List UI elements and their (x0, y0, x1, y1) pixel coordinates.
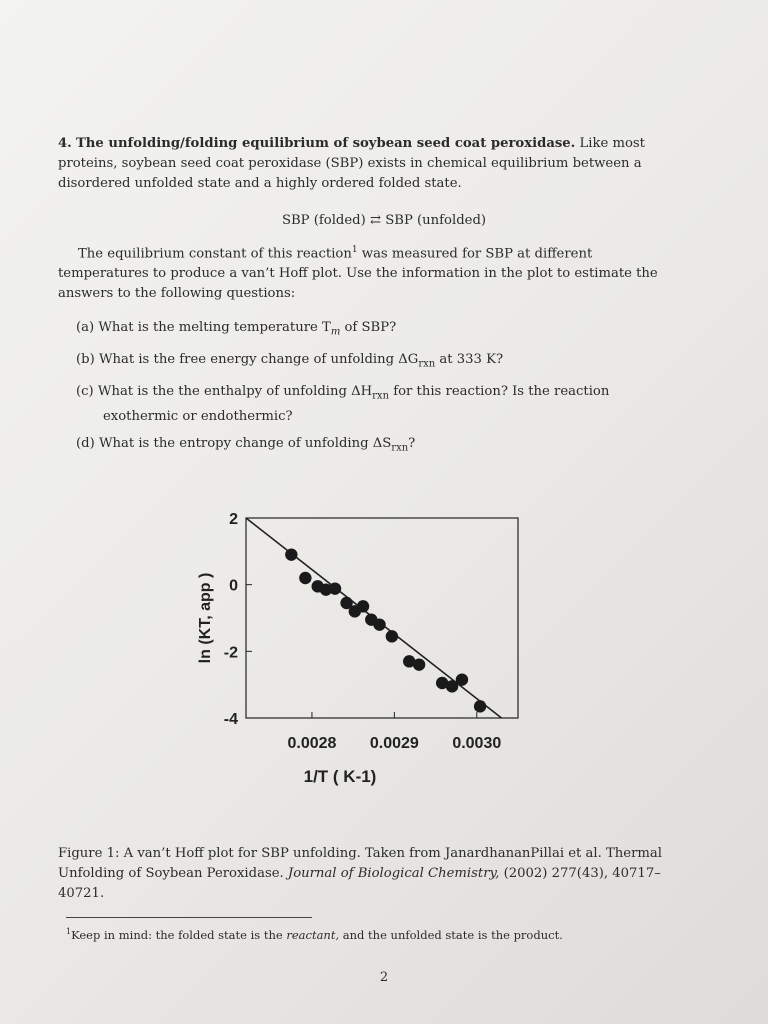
y-tick-label: 2 (229, 511, 238, 528)
data-point (413, 658, 425, 670)
part-sub: rxn (391, 442, 409, 454)
y-tick-label: -2 (223, 644, 238, 662)
question-intro (58, 134, 686, 194)
part-b (76, 350, 686, 375)
part-d (76, 434, 686, 459)
part-c (76, 382, 686, 427)
part-text: What is the the enthalpy of unfolding ΔH (97, 384, 373, 399)
footnote-reactant: reactant, (286, 927, 340, 942)
x-axis-label: 1/T ( K-1) (303, 767, 377, 786)
data-point (357, 600, 369, 612)
x-tick-label: 0.0028 (287, 735, 337, 752)
part-sub: rxn (372, 390, 390, 402)
data-point (299, 572, 311, 584)
x-tick-label: 0.0030 (452, 735, 502, 752)
data-point (373, 618, 385, 630)
part-label: (b) (76, 352, 95, 367)
footnote-mark: 1 (66, 927, 72, 936)
data-point (456, 673, 468, 685)
part-label: (c) (76, 384, 94, 399)
footnote-after: and the unfolded state is the product. (339, 927, 563, 942)
body-after: was measured for SBP at different temperatures to produce a van’t Hoff plot. Use the information in the plot to estimate the answers to the following questions: (58, 246, 658, 302)
question-number: 4. (58, 136, 72, 151)
part-sub: m (330, 326, 341, 338)
y-axis-label: ln (KT, app ) (197, 572, 214, 664)
figure-caption (58, 844, 686, 904)
vant-hoff-plot (180, 500, 520, 820)
plot-frame (246, 518, 518, 718)
page-number: 2 (379, 970, 389, 985)
part-tail: ? (408, 436, 416, 451)
part-sub: rxn (418, 358, 436, 370)
part-text: What is the free energy change of unfolding ΔG (98, 352, 419, 367)
reaction-right: SBP (unfolded) (385, 213, 487, 228)
footnote-ref: 1 (351, 245, 358, 255)
footnote (66, 924, 686, 943)
reaction-equation (0, 211, 768, 231)
part-text: What is the entropy change of unfolding ΔS (98, 436, 392, 451)
data-point (329, 582, 341, 594)
body-before: The equilibrium constant of this reaction (78, 246, 352, 262)
part-tail: of SBP? (340, 320, 397, 335)
caption-text: A van’t Hoff plot for SBP unfolding. Taken from JanardhananPillai et al. Thermal Unfolding of Soybean Peroxidase. (58, 846, 662, 881)
equilibrium-arrow-icon: ⇄ (369, 213, 382, 228)
question-title: The unfolding/folding equilibrium of soybean seed coat peroxidase. (75, 136, 576, 151)
part-tail: at 333 K? (435, 352, 504, 367)
part-text: What is the melting temperature T (98, 320, 331, 335)
question-intro-text: Like most proteins, soybean seed coat peroxidase (SBP) exists in chemical equilibrium between a disordered unfolded state and a highly ordered folded state. (58, 136, 645, 191)
question-body (58, 240, 686, 304)
caption-journal: Journal of Biological Chemistry, (287, 866, 500, 881)
part-tail: for this reaction? Is the reaction exothermic or endothermic? (103, 384, 610, 424)
x-tick-label: 0.0029 (369, 735, 419, 752)
data-point (386, 630, 398, 642)
reaction-left: SBP (folded) (281, 213, 366, 228)
data-point (474, 700, 486, 712)
y-tick-label: 0 (229, 577, 238, 595)
footnote-before: Keep in mind: the folded state is the (71, 927, 287, 942)
y-tick-label: -4 (223, 711, 238, 728)
footnote-divider (66, 917, 312, 918)
part-label: (d) (76, 436, 95, 451)
data-point (285, 548, 297, 560)
caption-label: Figure 1: (58, 846, 120, 861)
part-label: (a) (76, 320, 95, 335)
part-a (76, 318, 686, 343)
caption-ref: (2002) 277(43), 40717–40721. (58, 866, 661, 901)
